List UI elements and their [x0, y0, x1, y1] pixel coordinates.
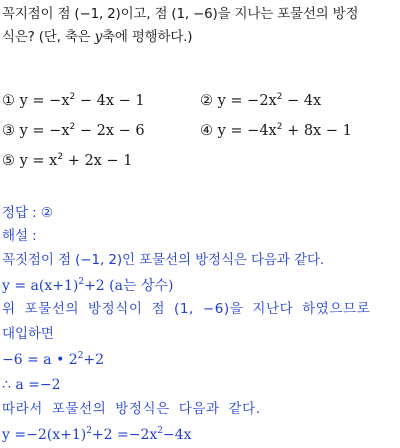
- explanation-line-7: 따라서 포물선의 방정식은 다음과 같다.: [2, 401, 261, 417]
- option-2: ② $y = -2x^2 - 4x$: [200, 92, 322, 109]
- question-line-1: 꼭지점이 점 (−1, 2)이고, 점 (1, −6)을 지나는 포물선의 방정: [2, 6, 359, 22]
- explanation-line-3: 위 포물선의 방정식이 점 (1, −6)을 지난다 하였으므로: [2, 301, 371, 317]
- option-3: ③ $y = -x^2 - 2x - 6$: [2, 122, 145, 139]
- answer: 정답 : ②: [2, 205, 53, 221]
- explanation-line-5: −6 = a • $2^2+2$: [2, 351, 105, 368]
- explanation-title: 해설 :: [2, 228, 37, 244]
- explanation-line-8: $y =-2(x+1)^2+2 =-2x^2-4x$: [2, 426, 192, 443]
- option-1: ① $y = -x^2 - 4x - 1$: [2, 92, 145, 109]
- explanation-line-1: 꼭짓점이 점 (−1, 2)인 포물선의 방정식은 다음과 같다.: [2, 252, 325, 268]
- explanation-line-2: $y = a(x+1)^2+2$ (a는 상수): [2, 277, 174, 294]
- explanation-line-4: 대입하면: [2, 326, 54, 342]
- explanation-line-6: ∴ a =−2: [2, 377, 61, 393]
- option-4: ④ $y = -4x^2 + 8x - 1$: [200, 122, 352, 139]
- question-line-2: 식은? (단, 축은 y축에 평행하다.): [2, 29, 193, 45]
- option-5: ⑤ $y = x^2 + 2x - 1$: [2, 152, 133, 169]
